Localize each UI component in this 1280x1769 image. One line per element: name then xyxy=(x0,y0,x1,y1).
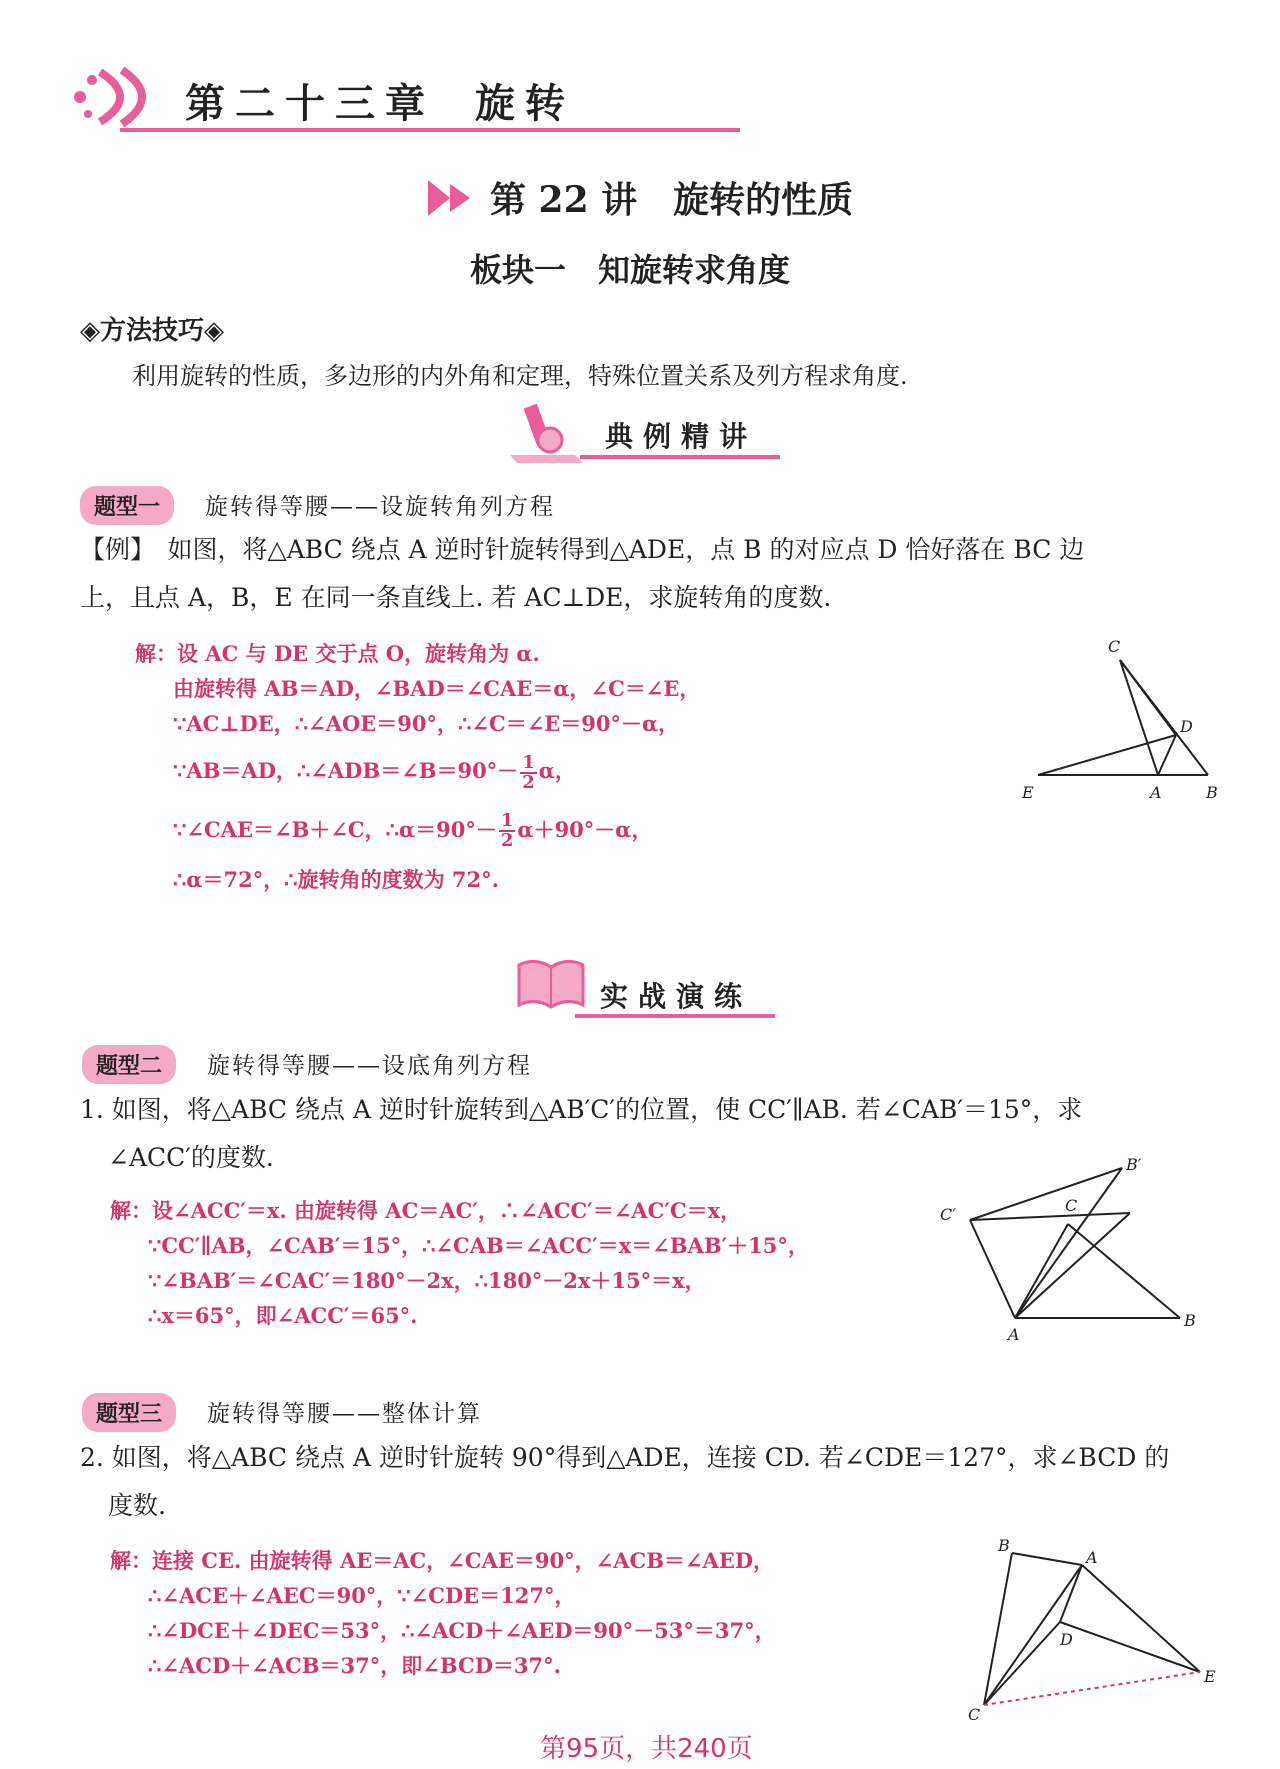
example-sol-5-b: α＋90°－α， xyxy=(517,816,653,842)
q2-solution xyxy=(110,1543,776,1683)
question-1-text xyxy=(80,1086,1082,1182)
example-solution xyxy=(135,636,700,897)
fig1-label-C: C xyxy=(1108,637,1121,656)
fig2-label-Bp: B′ xyxy=(1126,1158,1142,1174)
method-text: 利用旋转的性质，多边形的内外角和定理，特殊位置关系及列方程求角度. xyxy=(132,362,908,390)
example-sol-3: ∵AC⊥DE，∴∠AOE＝90°，∴∠C＝∠E＝90°－α， xyxy=(173,711,680,736)
type-tag-1: 题型一 xyxy=(80,486,174,525)
fraction-half-2 xyxy=(499,812,516,850)
type-tag-2: 题型二 xyxy=(82,1045,176,1084)
figure-1 xyxy=(1000,630,1240,810)
q2-line-1: 2. 如图，将△ABC 绕点 A 逆时针旋转 90°得到△ADE，连接 CD. 若∠CDE＝127°，求∠BCD 的 xyxy=(80,1443,1170,1472)
example-line-1: 【例】 如图，将△ABC 绕点 A 逆时针旋转得到△ADE，点 B 的对应点 D 恰好落在 BC 边 xyxy=(80,535,1085,564)
book-icon xyxy=(515,955,587,1013)
type-title-1: 旋转得等腰——设旋转角列方程 xyxy=(205,494,555,520)
banner-examples-rule xyxy=(580,455,780,459)
fig1-label-A: A xyxy=(1150,783,1162,802)
example-sol-5 xyxy=(135,812,700,851)
type-title-2: 旋转得等腰——设底角列方程 xyxy=(207,1053,532,1079)
fraction-half-1 xyxy=(520,751,537,793)
fig1-label-B: B xyxy=(1206,783,1218,802)
type-tag-3: 题型三 xyxy=(82,1393,176,1432)
chapter-topic: 旋转 xyxy=(475,80,575,127)
q1-line-1: 1. 如图，将△ABC 绕点 A 逆时针旋转到△AB′C′的位置，使 CC′∥AB. 若∠CAB′＝15°，求 xyxy=(80,1095,1083,1124)
method-label: ◈方法技巧◈ xyxy=(80,316,224,346)
q2-sol-2: ∴∠ACE＋∠AEC＝90°，∵∠CDE＝127°， xyxy=(148,1583,576,1608)
example-sol-4 xyxy=(135,753,700,792)
example-sol-4-b: α， xyxy=(538,758,576,783)
frac-num-1: 1 xyxy=(522,751,535,773)
fig3-label-A: A xyxy=(1086,1548,1098,1567)
q2-sol-3: ∴∠DCE＋∠DEC＝53°，∴∠ACD＋∠AED＝90°－53°＝37°， xyxy=(148,1618,776,1643)
q1-sol-4: ∴x＝65°，即∠ACC′＝65°. xyxy=(148,1303,418,1328)
example-sol-2: 由旋转得 AB＝AD，∠BAD＝∠CAE＝α，∠C＝∠E， xyxy=(173,676,701,701)
fig1-label-E: E xyxy=(1022,783,1034,802)
figure-2 xyxy=(940,1158,1230,1348)
fig3-label-D: D xyxy=(1060,1630,1073,1649)
q2-sol-4: ∴∠ACD＋∠ACB＝37°，即∠BCD＝37°. xyxy=(148,1653,561,1678)
microscope-icon xyxy=(505,395,585,465)
fig2-label-C: C xyxy=(1065,1196,1078,1215)
q1-sol-2: ∵CC′∥AB，∠CAB′＝15°，∴∠CAB＝∠ACC′＝x＝∠BAB′＋15°， xyxy=(148,1233,809,1258)
q2-line-2: 度数. xyxy=(108,1491,166,1520)
question-2-text xyxy=(80,1434,1169,1530)
fig2-label-Cp: C′ xyxy=(940,1205,956,1224)
q1-sol-3: ∵∠BAB′＝∠CAC′＝180°－2x，∴180°－2x＋15°＝x， xyxy=(148,1268,706,1293)
example-line-2: 上，且点 A，B，E 在同一条直线上. 若 AC⊥DE，求旋转角的度数. xyxy=(80,583,832,612)
type-title-3: 旋转得等腰——整体计算 xyxy=(207,1401,482,1427)
fig1-label-D: D xyxy=(1180,717,1193,736)
frac-den-2: 2 xyxy=(500,830,514,851)
q1-sol-1: 解：设∠ACC′＝x. 由旋转得 AC＝AC′，∴∠ACC′＝∠AC′C＝x， xyxy=(110,1198,742,1223)
q1-solution xyxy=(110,1193,809,1333)
banner-practice-rule xyxy=(575,1014,775,1018)
banner-examples: 典例精讲 xyxy=(605,420,758,453)
double-arrow-icon xyxy=(428,180,478,216)
fig2-label-A: A xyxy=(1008,1325,1020,1344)
frac-den-1: 2 xyxy=(522,771,535,793)
chapter-logo-icon xyxy=(70,62,170,132)
example-sol-1: 解：设 AC 与 DE 交于点 O，旋转角为 α. xyxy=(135,641,540,666)
lecture-title: 第 22 讲 旋转的性质 xyxy=(490,179,854,221)
figure-3 xyxy=(960,1535,1220,1725)
example-sol-6: ∴α＝72°，∴旋转角的度数为 72°. xyxy=(173,867,499,892)
frac-num-2: 1 xyxy=(500,810,514,831)
example-sol-5-a: ∵∠CAE＝∠B＋∠C，∴α＝90°－ xyxy=(173,816,497,842)
fig2-label-B: B xyxy=(1184,1311,1196,1330)
q2-sol-1: 解：连接 CE. 由旋转得 AE＝AC，∠CAE＝90°，∠ACB＝∠AED， xyxy=(110,1548,775,1573)
q1-line-2: ∠ACC′的度数. xyxy=(108,1143,274,1172)
fig3-label-E: E xyxy=(1204,1667,1216,1686)
chapter-title: 第二十三章 xyxy=(185,80,435,127)
fig3-label-C: C xyxy=(968,1705,981,1724)
banner-practice: 实战演练 xyxy=(600,980,753,1013)
example-text xyxy=(80,526,1084,622)
header-rule xyxy=(120,128,740,132)
page-footer: 第95页，共240页 xyxy=(540,1734,753,1764)
fig3-label-B: B xyxy=(998,1536,1010,1555)
example-sol-4-a: ∵AB＝AD，∴∠ADB＝∠B＝90°－ xyxy=(173,758,519,783)
section-title: 板块一 知旋转求角度 xyxy=(470,251,791,289)
